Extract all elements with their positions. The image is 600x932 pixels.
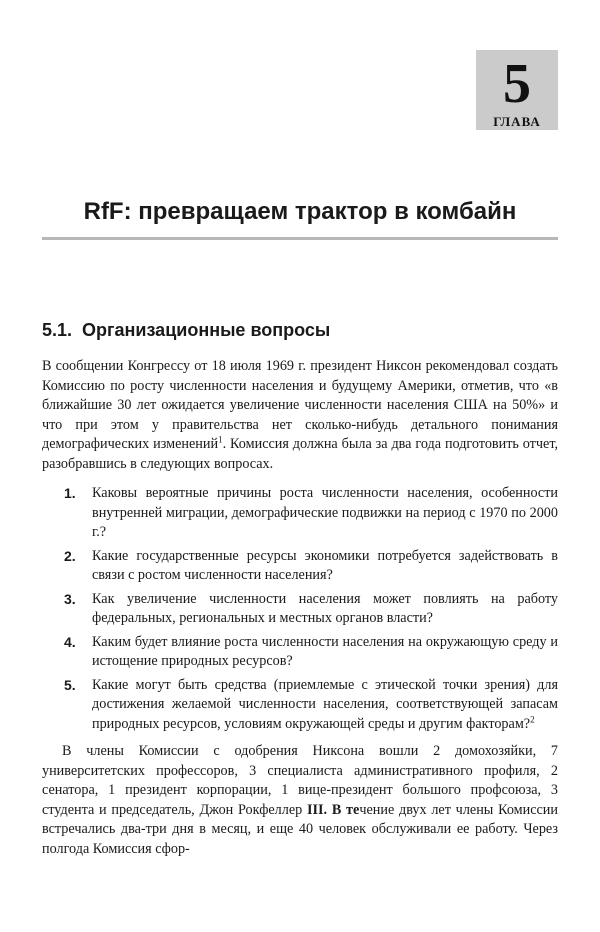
footnote-ref-1[interactable]: 1	[218, 434, 223, 445]
list-item	[42, 484, 558, 543]
list-item	[42, 547, 558, 586]
chapter-badge	[476, 50, 558, 130]
closing-text: В члены Комиссии с одобрения Никсона вошли 2 домохозяйки, 7 университетских профессоров, 3 специалиста административного профиля, 2 сенатора, 1 президент корпорации, 1 вице-президент большого профсоюза, 3 студента и председатель, Джон Рокфеллер	[42, 743, 558, 818]
list-item-number: 3.	[64, 590, 76, 607]
section-heading	[42, 318, 330, 342]
title-underline	[42, 237, 558, 240]
section-number: 5.1.	[42, 320, 73, 340]
list-item-number: 2.	[64, 547, 76, 564]
list-item-text: Как увеличение численности населения может повлиять на работу федеральных, региональных и местных органов власти?	[92, 590, 558, 626]
list-item-number: 4.	[64, 633, 76, 650]
list-item-text: Каковы вероятные причины роста численности населения, особенности внутренней миграции, демографические подвижки на период с 1970 по 2000 г.?	[92, 485, 558, 540]
list-item-text: Каким будет влияние роста численности населения на окружающую среду и истощение природных ресурсов?	[92, 633, 558, 669]
closing-paragraph	[42, 742, 558, 859]
list-item-text: Какие государственные ресурсы экономики потребуется задействовать в связи с ростом численности населения?	[92, 547, 558, 583]
list-item-text: Какие могут быть средства (приемлемые с этической точки зрения) для достижения желаемой численности населения, соответствующей запасам природных ресурсов, условиям окружающей среды и другим факторам?	[92, 676, 558, 732]
chapter-title: RfF: превращаем трактор в комбайн	[83, 198, 517, 225]
list-item-number: 5.	[64, 676, 76, 693]
list-item-number: 1.	[64, 485, 76, 501]
footnote-ref-2[interactable]: 2	[530, 713, 535, 724]
list-item	[42, 590, 558, 629]
intro-text-end: . Комиссия должна была за два года подготовить отчет, разобравшись в следующих вопросах.	[42, 436, 558, 472]
body-text	[42, 357, 558, 859]
intro-paragraph	[42, 357, 558, 474]
list-item	[42, 633, 558, 672]
list-item	[42, 676, 558, 735]
closing-text-end: чение двух лет члены Комиссии встречались два-три дня в месяц, и еще 40 человек обслуживали ее работу. Через полгода Комиссия сфор-	[42, 801, 558, 857]
chapter-label: ГЛАВА	[493, 114, 541, 129]
intro-text: В сообщении Конгрессу от 18 июля 1969 г. президент Никсон рекомендовал создать Комиссию по росту численности населения и будущему Америки, отметив, что «в ближайшие 30 лет ожидается увеличение численности населения США на 50%» и что при этом у правительства нет сколько-нибудь детального понимания демографических изменений	[42, 358, 558, 452]
question-list	[42, 484, 558, 734]
section-title: Организационные вопросы	[82, 320, 331, 340]
closing-bold-text: III. В те	[306, 801, 360, 818]
chapter-number: 5	[503, 53, 531, 115]
